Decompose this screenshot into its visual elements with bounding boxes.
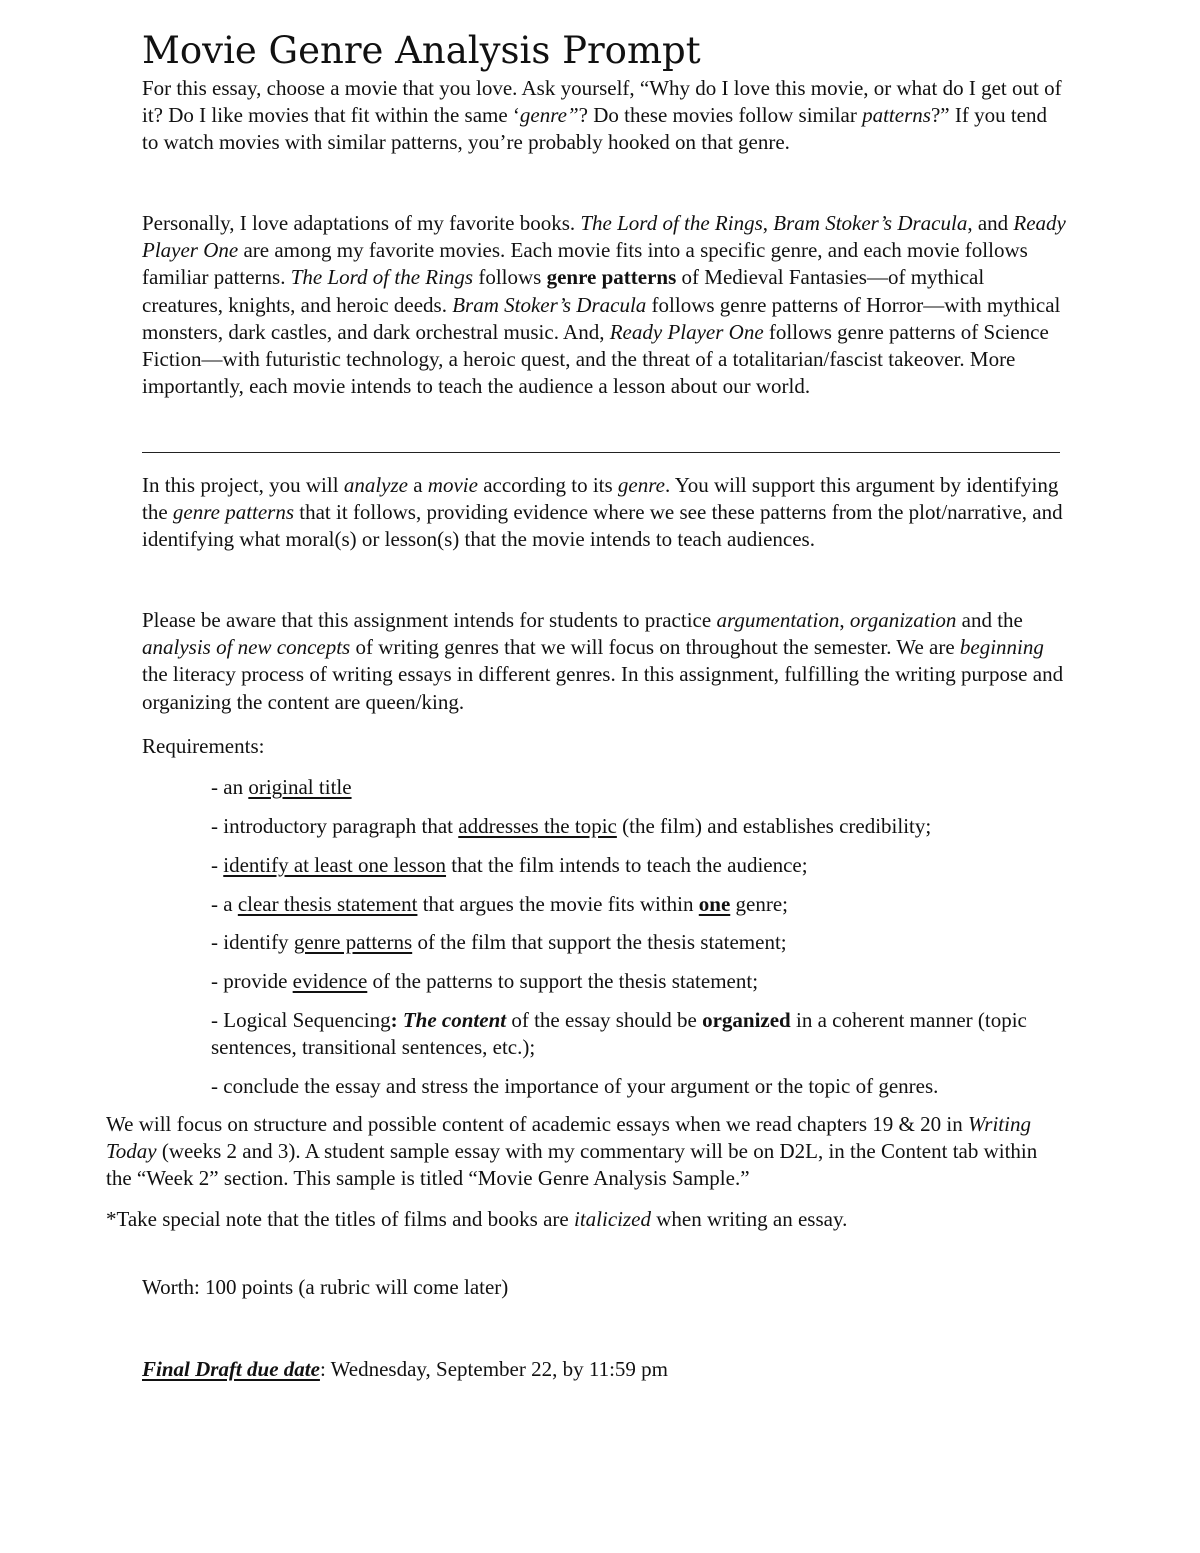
genre-patterns-emphasis: genre patterns: [172, 500, 295, 525]
film-title: Bram Stoker’s Dracula: [452, 292, 647, 317]
analyze-emphasis: analyze: [343, 473, 408, 497]
requirement-item: - a clear thesis statement that argues the movie fits within one genre;: [211, 892, 788, 916]
requirement-item: - Logical Sequencing: The content of the essay should be organized in a coherent manner (topic sentences, transitional sentences, etc.);: [211, 1008, 1027, 1059]
horizontal-divider: [142, 452, 1060, 453]
analysis-emphasis: analysis of new concepts: [142, 635, 351, 660]
requirements-label: Requirements:: [142, 734, 265, 758]
argumentation-emphasis: argumentation: [716, 608, 840, 632]
movie-emphasis: movie: [427, 473, 478, 497]
film-title: Bram Stoker’s Dracula: [773, 211, 968, 235]
personal-paragraph: Personally, I love adaptations of my favorite books. The Lord of the Rings, Bram Stoker’s Dracula, and Ready Player One are among my favorite movies. Each movie fits into a specific genre, and each movie follows familiar patterns. The Lord of the Rings follows genre patterns of Medieval Fantasies—of mythical creatures, knights, and heroic deeds. Bram Stoker’s Dracula follows genre patterns of Horror—with mythical monsters, dark castles, and dark orchestral music. And, Ready Player One follows genre patterns of Science Fiction—with futuristic technology, a heroic quest, and the threat of a totalitarian/fascist takeover. More importantly, each movie intends to teach the audience a lesson about our world.: [142, 211, 1066, 399]
film-title: The Lord of the Rings: [290, 265, 474, 290]
italics-note: *Take special note that the titles of films and books are italicized when writing an essay.: [106, 1207, 848, 1231]
requirement-item: - provide evidence of the patterns to support the thesis statement;: [211, 969, 759, 993]
due-date-line: Final Draft due date: Wednesday, September 22, by 11:59 pm: [142, 1357, 669, 1381]
film-title: Ready Player One: [142, 211, 1066, 263]
genre-emphasis: genre: [617, 473, 665, 497]
due-date-label: Final Draft due date: [142, 1357, 320, 1381]
page-title: Movie Genre Analysis Prompt: [142, 29, 701, 72]
worth-line: Worth: 100 points (a rubric will come later): [142, 1275, 509, 1299]
requirement-item: - conclude the essay and stress the importance of your argument or the topic of genres.: [211, 1074, 939, 1098]
organization-emphasis: organization: [849, 608, 957, 632]
project-paragraph: In this project, you will analyze a movie according to its genre. You will support this argument by identifying the genre patterns that it follows, providing evidence where we see these patterns from the plot/narrative, and identifying what moral(s) or lesson(s) that the movie intends to teach audiences.: [142, 473, 1063, 552]
due-date-value: Wednesday, September 22, by 11:59 pm: [325, 1357, 669, 1381]
genre-patterns-bold: genre patterns: [546, 265, 677, 290]
film-title: The Lord of the Rings: [580, 211, 763, 235]
requirement-item: - an original title: [211, 775, 352, 799]
film-title: Ready Player One: [609, 319, 764, 344]
requirement-item: - identify at least one lesson that the film intends to teach the audience;: [211, 853, 808, 877]
awareness-paragraph: Please be aware that this assignment intends for students to practice argumentation, organization and the analysis of new concepts of writing genres that we will focus on throughout the semester. We are beginning the literacy process of writing essays in different genres. In this assignment, fulfilling the writing purpose and organizing the content are queen/king.: [142, 608, 1064, 714]
beginning-emphasis: beginning: [959, 635, 1044, 660]
requirement-item: - identify genre patterns of the film that support the thesis statement;: [211, 930, 787, 954]
genre-emphasis: genre”: [519, 103, 579, 128]
focus-paragraph: We will focus on structure and possible content of academic essays when we read chapters 19 & 20 in Writing Today (weeks 2 and 3). A student sample essay with my commentary will be on D2L, in the Content tab within the “Week 2” section. This sample is titled “Movie Genre Analysis Sample.”: [106, 1112, 1038, 1191]
book-title: Writing Today: [106, 1112, 1031, 1164]
requirement-item: - introductory paragraph that addresses the topic (the film) and establishes credibility;: [211, 814, 932, 838]
patterns-emphasis: patterns: [862, 103, 931, 128]
intro-paragraph: For this essay, choose a movie that you love. Ask yourself, “Why do I love this movie, or what do I get out of it? Do I like movies that fit within the same ‘genre”? Do these movies follow similar patterns?” If you tend to watch movies with similar patterns, you’re probably hooked on that genre.: [142, 76, 1062, 155]
